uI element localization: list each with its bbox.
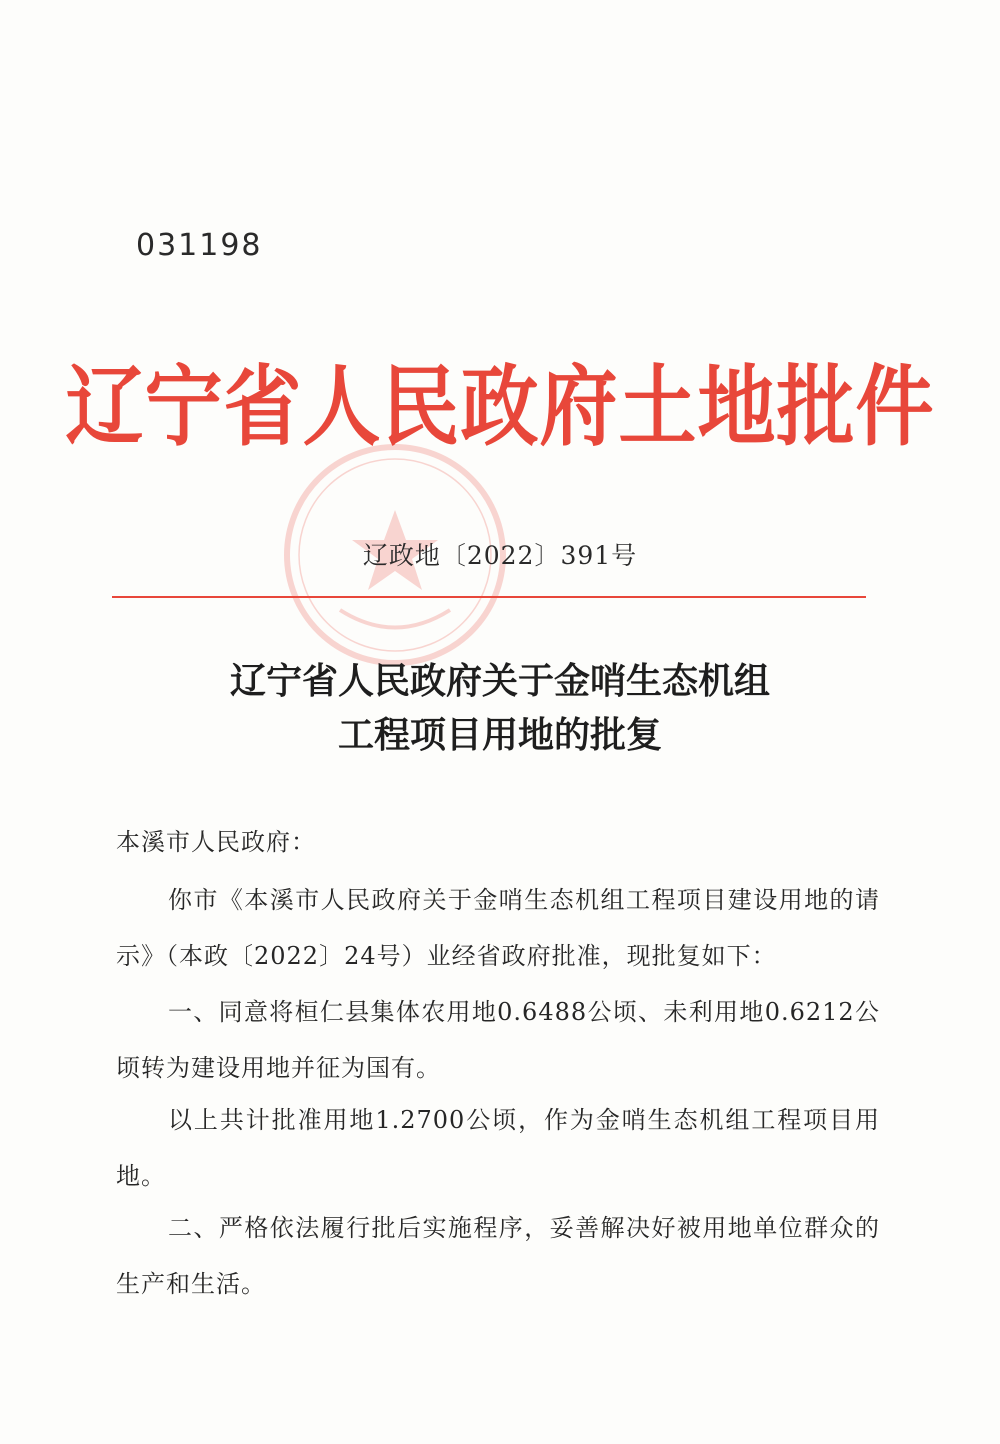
paragraph-total-area: 以上共计批准用地1.2700公顷，作为金哨生态机组工程项目用地。 bbox=[116, 1106, 880, 1190]
paragraph-approval-item-2: 二、严格依法履行批后实施程序，妥善解决好被用地单位群众的生产和生活。 bbox=[116, 1214, 880, 1298]
document-number: 辽政地〔2022〕391号 bbox=[362, 541, 638, 570]
document-title bbox=[0, 654, 1000, 762]
addressee: 本溪市人民政府： bbox=[116, 828, 316, 856]
paragraph-approval-item-1: 一、同意将桓仁县集体农用地0.6488公顷、未利用地0.6212公顷转为建设用地并征为国有。 bbox=[116, 998, 880, 1082]
title-line-2: 工程项目用地的批复 bbox=[337, 714, 662, 756]
serial-number: 031198 bbox=[136, 228, 263, 263]
masthead-title: 辽宁省人民政府土地批件 bbox=[65, 357, 935, 459]
paragraph-request: 你市《本溪市人民政府关于金哨生态机组工程项目建设用地的请示》（本政〔2022〕24号）业经省政府批准，现批复如下： bbox=[116, 886, 880, 970]
title-line-1: 辽宁省人民政府关于金哨生态机组 bbox=[229, 660, 770, 702]
header-divider bbox=[112, 596, 866, 598]
